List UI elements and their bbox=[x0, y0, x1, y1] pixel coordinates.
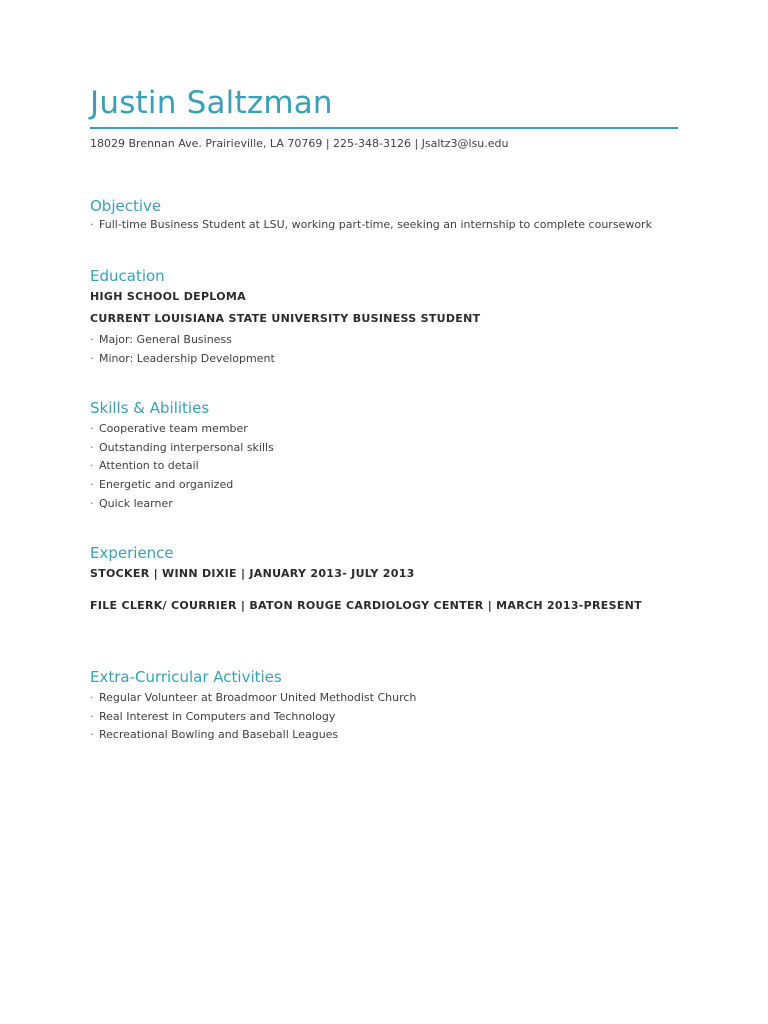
bullet-icon: · bbox=[90, 351, 94, 365]
bullet-icon: · bbox=[90, 218, 94, 231]
objective-heading: Objective bbox=[90, 197, 162, 215]
list-item-text: Energetic and organized bbox=[99, 478, 234, 492]
bullet-icon: · bbox=[90, 333, 94, 346]
bullet-icon: · bbox=[90, 728, 94, 742]
list-item-text: Real Interest in Computers and Technology bbox=[99, 709, 336, 723]
list-item-text: Major: General Business bbox=[99, 333, 232, 346]
list-item-text: Outstanding interpersonal skills bbox=[99, 440, 274, 454]
name-underline-divider bbox=[90, 127, 678, 129]
bullet-icon: · bbox=[90, 496, 94, 510]
resume-page bbox=[90, 80, 678, 742]
bullet-icon: · bbox=[90, 440, 94, 454]
bullet-icon: · bbox=[90, 709, 94, 723]
experience-entry: STOCKER | WINN DIXIE | JANUARY 2013- JULY 2013 bbox=[90, 567, 415, 580]
bullet-icon: · bbox=[90, 459, 94, 473]
list-item bbox=[90, 708, 678, 727]
education-list bbox=[90, 331, 678, 368]
list-item-text: Full-time Business Student at LSU, working part-time, seeking an internship to complete coursework bbox=[99, 218, 652, 231]
education-entry: HIGH SCHOOL DEPLOMA bbox=[90, 290, 246, 303]
skills-list bbox=[90, 420, 678, 514]
list-item bbox=[90, 495, 678, 514]
objective-section bbox=[90, 196, 678, 235]
list-item bbox=[90, 476, 678, 495]
list-item bbox=[90, 726, 678, 745]
experience-section bbox=[90, 543, 678, 614]
contact-line: 18029 Brennan Ave. Prairieville, LA 70769 | 225-348-3126 | Jsaltz3@lsu.edu bbox=[90, 137, 509, 150]
objective-list bbox=[90, 216, 678, 235]
experience-entry: FILE CLERK/ COURRIER | BATON ROUGE CARDIOLOGY CENTER | MARCH 2013-PRESENT bbox=[90, 599, 642, 612]
list-item bbox=[90, 457, 678, 476]
education-entry: CURRENT LOUISIANA STATE UNIVERSITY BUSINESS STUDENT bbox=[90, 312, 481, 325]
list-item-text: Recreational Bowling and Baseball Leagues bbox=[99, 728, 339, 742]
list-item-text: Cooperative team member bbox=[99, 422, 248, 435]
list-item-text: Minor: Leadership Development bbox=[99, 351, 275, 365]
skills-heading: Skills & Abilities bbox=[90, 399, 210, 417]
bullet-icon: · bbox=[90, 691, 94, 704]
bullet-icon: · bbox=[90, 422, 94, 435]
bullet-icon: · bbox=[90, 478, 94, 492]
extracurricular-list bbox=[90, 689, 678, 745]
extracurricular-section bbox=[90, 667, 678, 745]
list-item bbox=[90, 350, 678, 369]
list-item-text: Attention to detail bbox=[99, 459, 199, 473]
experience-heading: Experience bbox=[90, 544, 174, 562]
list-item-text: Quick learner bbox=[99, 496, 173, 510]
education-section bbox=[90, 266, 678, 368]
skills-section bbox=[90, 398, 678, 514]
list-item bbox=[90, 439, 678, 458]
list-item bbox=[90, 216, 678, 235]
list-item bbox=[90, 331, 678, 350]
extracurricular-heading: Extra-Curricular Activities bbox=[90, 668, 282, 686]
education-heading: Education bbox=[90, 267, 165, 285]
resume-name: Justin Saltzman bbox=[90, 85, 333, 121]
list-item-text: Regular Volunteer at Broadmoor United Methodist Church bbox=[99, 691, 417, 704]
list-item bbox=[90, 420, 678, 439]
list-item bbox=[90, 689, 678, 708]
